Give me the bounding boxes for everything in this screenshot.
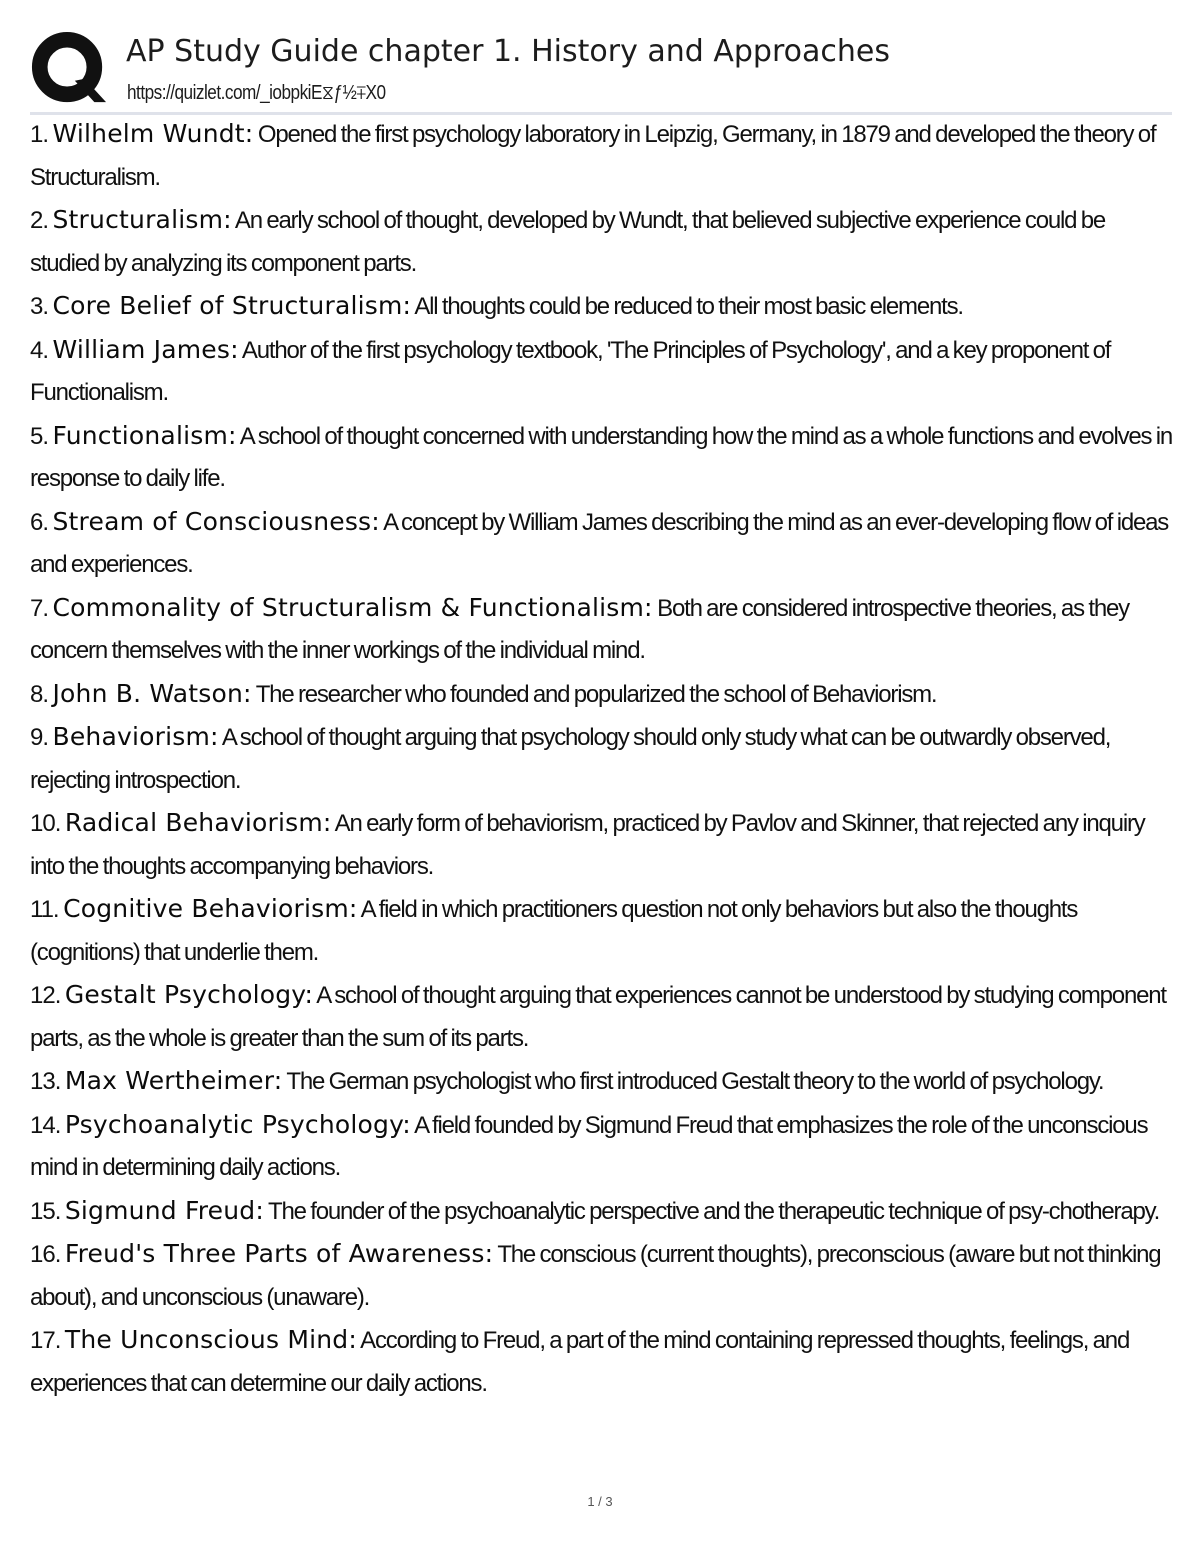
term-definition: A school of thought arguing that psychology should only study what can be outwardly observed, rejecting introspection. — [30, 724, 1111, 794]
term-name: Psychoanalytic Psychology: — [64, 1109, 411, 1139]
list-item — [30, 1319, 1175, 1405]
term-definition: A field founded by Sigmund Freud that emphasizes the role of the unconscious mind in determining daily actions. — [30, 1111, 1148, 1181]
term-name: Core Belief of Structuralism: — [52, 291, 412, 320]
list-item — [30, 716, 1175, 802]
list-item — [30, 285, 1175, 329]
term-number: 15. — [30, 1197, 61, 1225]
list-item — [30, 1190, 1175, 1234]
document-header — [30, 28, 1172, 112]
term-definition: Author of the first psychology textbook, 'The Principles of Psychology', and a key proponent of Functionalism. — [30, 336, 1111, 406]
list-item — [30, 415, 1175, 501]
term-name: Gestalt Psychology: — [64, 980, 314, 1009]
term-definition: The researcher who founded and popularized the school of Behaviorism. — [255, 680, 937, 708]
term-name: The Unconscious Mind: — [64, 1325, 357, 1354]
list-item — [30, 113, 1175, 199]
term-name: Structuralism: — [52, 205, 232, 234]
page-indicator: 1 / 3 — [587, 1494, 613, 1509]
term-number: 5. — [30, 422, 49, 450]
quizlet-q-logo — [30, 30, 108, 108]
term-number: 14. — [30, 1111, 61, 1139]
term-name: Stream of Consciousness: — [52, 506, 380, 536]
term-number: 4. — [30, 336, 49, 364]
term-number: 2. — [30, 207, 49, 234]
list-item — [30, 673, 1175, 717]
term-name: Behaviorism: — [52, 722, 219, 751]
list-item — [30, 587, 1175, 673]
term-definition: All thoughts could be reduced to their most basic elements. — [414, 293, 963, 320]
term-number: 6. — [30, 508, 49, 536]
term-number: 11. — [30, 896, 59, 923]
term-number: 8. — [30, 680, 49, 708]
term-number: 1. — [30, 121, 49, 148]
term-definition: A concept by William James describing the mind as an ever-developing flow of ideas and experiences. — [30, 508, 1169, 578]
term-list — [30, 113, 1175, 1405]
term-number: 9. — [30, 724, 49, 751]
term-definition: An early school of thought, developed by Wundt, that believed subjective experience could be studied by analyzing its component parts. — [30, 207, 1106, 277]
term-name: Freud's Three Parts of Awareness: — [64, 1239, 494, 1268]
term-definition: According to Freud, a part of the mind containing repressed thoughts, feelings, and experiences that can determine our daily actions. — [30, 1327, 1130, 1397]
list-item — [30, 501, 1175, 587]
list-item — [30, 199, 1175, 285]
term-number: 10. — [30, 810, 61, 837]
term-name: Wilhelm Wundt: — [52, 119, 254, 148]
list-item — [30, 1233, 1175, 1319]
term-number: 3. — [30, 293, 49, 320]
term-number: 7. — [30, 594, 49, 622]
term-name: Functionalism: — [52, 420, 237, 450]
term-name: John B. Watson: — [52, 678, 252, 708]
list-item — [30, 802, 1175, 888]
term-definition: An early form of behaviorism, practiced by Pavlov and Skinner, that rejected any inquiry into the thoughts accompanying behaviors. — [30, 810, 1145, 880]
list-item — [30, 1060, 1175, 1104]
term-definition: The German psychologist who first introduced Gestalt theory to the world of psychology. — [286, 1068, 1104, 1095]
term-name: Max Wertheimer: — [64, 1066, 283, 1095]
term-definition: A field in which practitioners question not only behaviors but also the thoughts (cognitions) that underlie them. — [30, 896, 1078, 966]
term-name: Sigmund Freud: — [64, 1195, 264, 1225]
list-item — [30, 329, 1175, 415]
term-number: 16. — [30, 1241, 61, 1268]
list-item — [30, 1104, 1175, 1190]
term-definition: The conscious (current thoughts), preconscious (aware but not thinking about), and unconscious (unaware). — [30, 1241, 1161, 1311]
term-definition: Both are considered introspective theories, as they concern themselves with the inner workings of the individual mind. — [30, 594, 1129, 664]
term-number: 12. — [30, 982, 61, 1009]
document-title: AP Study Guide chapter 1. History and Approaches — [126, 34, 890, 69]
term-definition: A school of thought arguing that experiences cannot be understood by studying component parts, as the whole is greater than the sum of its parts. — [30, 982, 1166, 1052]
term-name: Commonality of Structuralism & Functionalism: — [52, 592, 653, 622]
term-name: William James: — [52, 334, 239, 364]
term-definition: The founder of the psychoanalytic perspective and the therapeutic technique of psy-chotherapy. — [268, 1197, 1160, 1225]
term-definition: A school of thought concerned with understanding how the mind as a whole functions and evolves in response to daily life. — [30, 422, 1173, 492]
list-item — [30, 888, 1175, 974]
term-definition: Opened the first psychology laboratory in Leipzig, Germany, in 1879 and developed the theory of Structuralism. — [30, 121, 1156, 191]
source-url: https://quizlet.com/_iobpkiE⧖ƒ½∓X0 — [127, 82, 386, 104]
term-number: 13. — [30, 1068, 61, 1095]
term-number: 17. — [30, 1327, 61, 1354]
term-name: Cognitive Behaviorism: — [63, 894, 358, 923]
list-item — [30, 974, 1175, 1060]
term-name: Radical Behaviorism: — [64, 808, 332, 837]
